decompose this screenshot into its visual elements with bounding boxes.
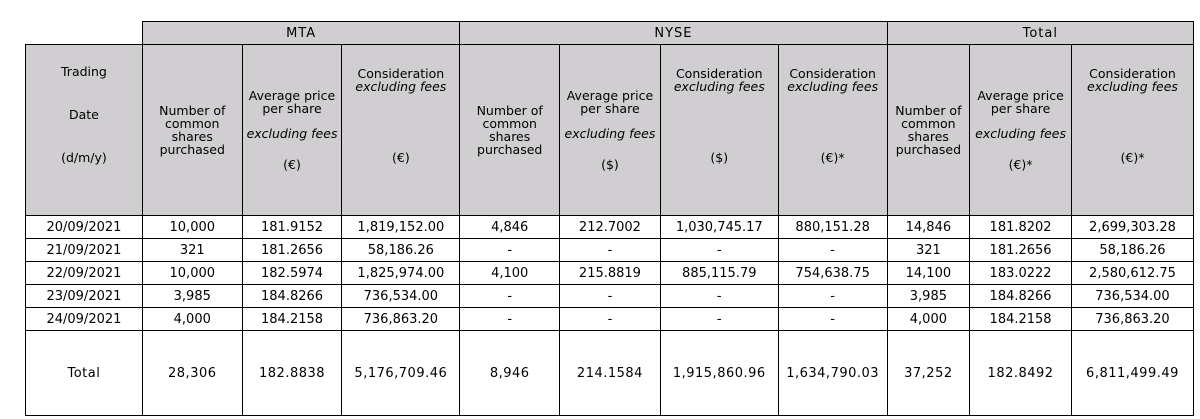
header-nyse-consideration bbox=[660, 45, 778, 216]
header-nyse-avg-price bbox=[560, 45, 661, 216]
total-cons-label: Consideration bbox=[1089, 66, 1176, 81]
cell: 10,000 bbox=[142, 262, 242, 285]
trading-label: Trading bbox=[61, 64, 107, 79]
cell: 321 bbox=[887, 239, 970, 262]
nyse-avg-italic: excluding fees bbox=[564, 126, 656, 141]
cell: 182.5974 bbox=[242, 262, 342, 285]
header-mta-avg-price bbox=[242, 45, 342, 216]
cell: 181.8202 bbox=[970, 216, 1072, 239]
cell: 1,825,974.00 bbox=[342, 262, 460, 285]
cell: 736,534.00 bbox=[342, 285, 460, 308]
cell: 4,000 bbox=[887, 308, 970, 331]
total-row bbox=[26, 331, 1194, 416]
cell: 2,699,303.28 bbox=[1071, 216, 1193, 239]
header-trading-date bbox=[26, 45, 143, 216]
nyse-avg-unit: ($) bbox=[601, 157, 619, 173]
cell: 20/09/2021 bbox=[26, 216, 143, 239]
total-cell: 8,946 bbox=[460, 331, 560, 416]
cell: - bbox=[460, 239, 560, 262]
total-avg-italic: excluding fees bbox=[975, 126, 1067, 141]
header-total-shares bbox=[887, 45, 970, 216]
table-row bbox=[26, 239, 1194, 262]
cell: 181.2656 bbox=[242, 239, 342, 262]
nyse-cons-italic: excluding fees bbox=[673, 79, 765, 95]
cell: 183.0222 bbox=[970, 262, 1072, 285]
cell: - bbox=[778, 285, 887, 308]
table-row bbox=[26, 262, 1194, 285]
cell: - bbox=[660, 308, 778, 331]
cell: 58,186.26 bbox=[342, 239, 460, 262]
total-cell: 1,915,860.96 bbox=[660, 331, 778, 416]
nyse-cons-eur-italic: excluding fees bbox=[787, 79, 879, 95]
cell: 736,534.00 bbox=[1071, 285, 1193, 308]
group-nyse: NYSE bbox=[460, 22, 887, 45]
date-format-label: (d/m/y) bbox=[61, 150, 107, 166]
cell: - bbox=[778, 308, 887, 331]
cell: 1,030,745.17 bbox=[660, 216, 778, 239]
cell: 184.2158 bbox=[970, 308, 1072, 331]
header-nyse-consideration-eur bbox=[778, 45, 887, 216]
cell: 181.9152 bbox=[242, 216, 342, 239]
table-row bbox=[26, 285, 1194, 308]
cell: 10,000 bbox=[142, 216, 242, 239]
total-cell: 214.1584 bbox=[560, 331, 661, 416]
cell: 58,186.26 bbox=[1071, 239, 1193, 262]
cell: 754,638.75 bbox=[778, 262, 887, 285]
cell: 184.8266 bbox=[970, 285, 1072, 308]
table-row bbox=[26, 308, 1194, 331]
total-cell: 28,306 bbox=[142, 331, 242, 416]
total-cell: 182.8838 bbox=[242, 331, 342, 416]
nyse-cons-eur-unit: (€)* bbox=[820, 150, 845, 166]
total-cons-italic: excluding fees bbox=[1087, 79, 1178, 95]
header-nyse-shares bbox=[460, 45, 560, 216]
column-header-row bbox=[26, 45, 1194, 216]
mta-cons-italic: excluding fees bbox=[355, 79, 447, 95]
cell: 23/09/2021 bbox=[26, 285, 143, 308]
group-header-row bbox=[26, 22, 1194, 45]
header-total-consideration bbox=[1071, 45, 1193, 216]
cell: 181.2656 bbox=[970, 239, 1072, 262]
nyse-cons-label: Consideration bbox=[675, 66, 763, 81]
group-mta: MTA bbox=[142, 22, 459, 45]
cell: 14,846 bbox=[887, 216, 970, 239]
total-cell: 1,634,790.03 bbox=[778, 331, 887, 416]
mta-shares-label: Number of common shares purchased bbox=[159, 102, 226, 158]
table-row bbox=[26, 216, 1194, 239]
cell: 2,580,612.75 bbox=[1071, 262, 1193, 285]
cell: - bbox=[778, 239, 887, 262]
nyse-cons-eur-label: Consideration bbox=[789, 66, 876, 81]
mta-cons-label: Consideration bbox=[357, 66, 445, 81]
cell: - bbox=[660, 285, 778, 308]
nyse-cons-unit: ($) bbox=[710, 150, 729, 166]
total-cell: 5,176,709.46 bbox=[342, 331, 460, 416]
nyse-avg-label: Average price per share bbox=[566, 87, 654, 116]
cell: - bbox=[460, 308, 560, 331]
cell: 880,151.28 bbox=[778, 216, 887, 239]
cell: 212.7002 bbox=[560, 216, 661, 239]
header-mta-consideration bbox=[342, 45, 460, 216]
cell: - bbox=[660, 239, 778, 262]
header-mta-shares bbox=[142, 45, 242, 216]
cell: - bbox=[560, 308, 661, 331]
total-cons-unit: (€)* bbox=[1120, 150, 1145, 166]
mta-cons-unit: (€) bbox=[391, 150, 410, 166]
cell: 184.8266 bbox=[242, 285, 342, 308]
blank-corner bbox=[26, 22, 143, 45]
nyse-shares-label: Number of common shares purchased bbox=[476, 102, 543, 158]
header-total-avg-price bbox=[970, 45, 1072, 216]
cell: 215.8819 bbox=[560, 262, 661, 285]
cell: 736,863.20 bbox=[342, 308, 460, 331]
cell: 4,846 bbox=[460, 216, 560, 239]
cell: 184.2158 bbox=[242, 308, 342, 331]
group-total: Total bbox=[887, 22, 1193, 45]
cell: - bbox=[560, 285, 661, 308]
total-cell: 37,252 bbox=[887, 331, 970, 416]
mta-avg-label: Average price per share bbox=[248, 87, 336, 116]
mta-avg-italic: excluding fees bbox=[246, 126, 338, 141]
cell: 4,000 bbox=[142, 308, 242, 331]
total-cell: Total bbox=[26, 331, 143, 416]
cell: 3,985 bbox=[887, 285, 970, 308]
cell: 24/09/2021 bbox=[26, 308, 143, 331]
mta-avg-unit: (€) bbox=[283, 157, 301, 173]
cell: 1,819,152.00 bbox=[342, 216, 460, 239]
total-shares-label: Number of common shares purchased bbox=[895, 102, 962, 158]
cell: 4,100 bbox=[460, 262, 560, 285]
cell: - bbox=[460, 285, 560, 308]
cell: 321 bbox=[142, 239, 242, 262]
total-cell: 6,811,499.49 bbox=[1071, 331, 1193, 416]
cell: 885,115.79 bbox=[660, 262, 778, 285]
cell: - bbox=[560, 239, 661, 262]
total-avg-unit: (€)* bbox=[1008, 157, 1033, 173]
total-cell: 182.8492 bbox=[970, 331, 1072, 416]
cell: 14,100 bbox=[887, 262, 970, 285]
date-label: Date bbox=[69, 107, 99, 123]
cell: 21/09/2021 bbox=[26, 239, 143, 262]
cell: 22/09/2021 bbox=[26, 262, 143, 285]
share-buyback-table bbox=[25, 21, 1194, 416]
cell: 3,985 bbox=[142, 285, 242, 308]
total-avg-label: Average price per share bbox=[977, 87, 1064, 116]
cell: 736,863.20 bbox=[1071, 308, 1193, 331]
